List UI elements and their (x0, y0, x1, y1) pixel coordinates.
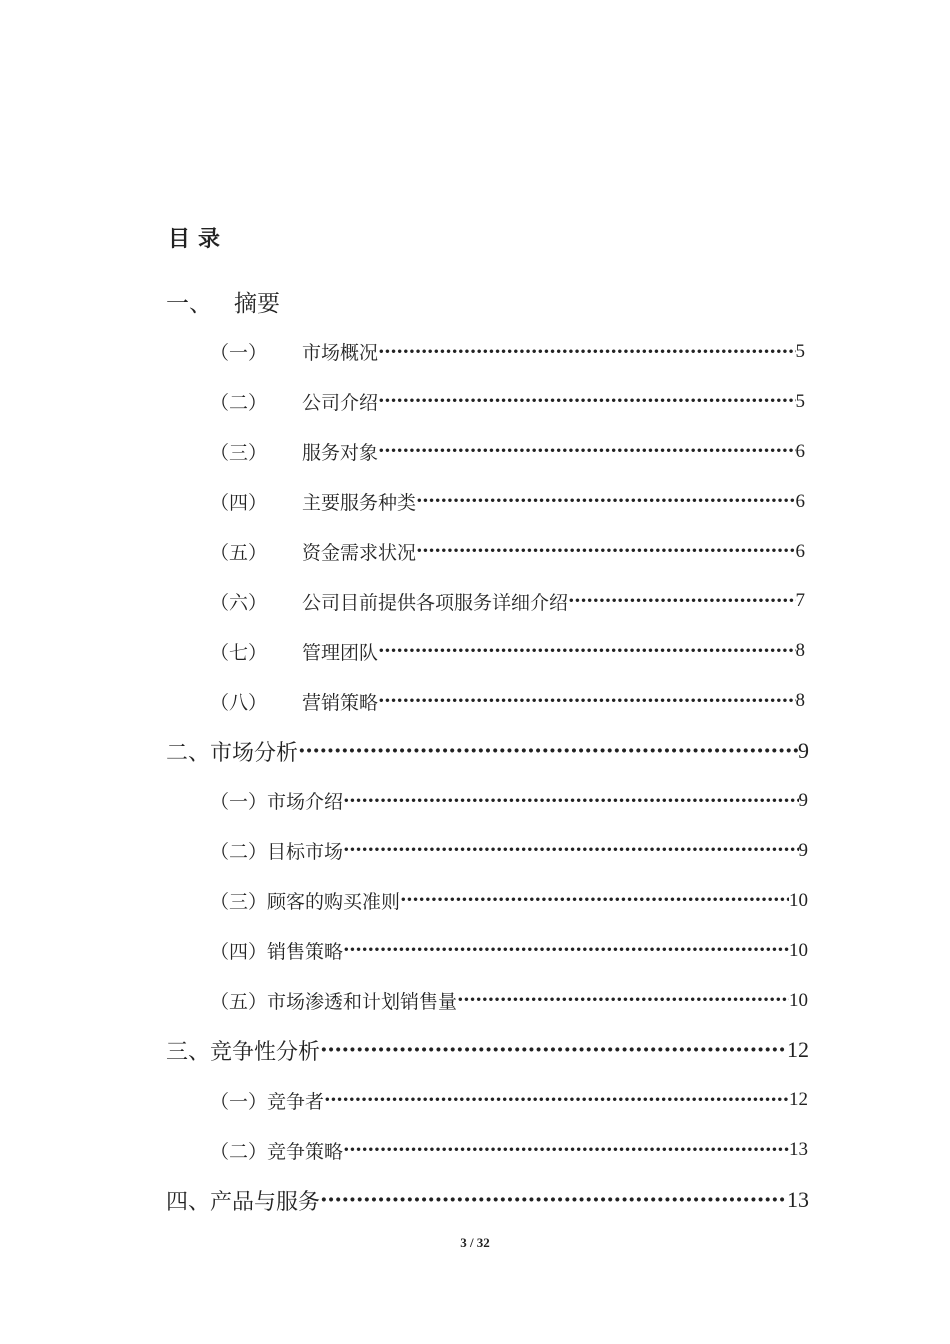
toc-entry-page: 9 (798, 839, 808, 861)
toc-entry-title (210, 538, 416, 565)
toc-entry-page: 6 (795, 440, 805, 462)
toc-entry-number: （六） (210, 591, 268, 614)
toc-entry-title (166, 1185, 320, 1216)
toc-entry-page: 7 (795, 590, 805, 612)
toc-entry-title (210, 488, 416, 515)
toc-entry-page: 12 (789, 1089, 808, 1111)
toc-entry[interactable] (0, 327, 950, 377)
heading-number: 一、 (166, 291, 212, 317)
toc-entry-number: （三） (210, 891, 268, 914)
toc-entry-page: 13 (789, 1139, 808, 1161)
toc-entry-number: （一） (210, 1090, 268, 1113)
dot-leader (378, 390, 795, 413)
toc-entry-title (210, 837, 343, 864)
toc-entry-number: （五） (210, 991, 268, 1014)
toc-entry[interactable] (0, 676, 950, 726)
dot-leader (378, 341, 795, 364)
toc-entry-title (210, 638, 378, 665)
toc-entry-page: 9 (798, 789, 808, 811)
toc-list (0, 327, 950, 1225)
dot-leader (457, 989, 789, 1012)
page-indicator: 3 / 32 (460, 1235, 490, 1250)
dot-leader (324, 1089, 789, 1112)
toc-entry-label: 市场分析 (210, 740, 299, 766)
toc-entry-number: （一） (210, 342, 268, 365)
toc-title-char: 录 (198, 226, 221, 252)
toc-entry-title (166, 736, 298, 767)
toc-entry-label: 销售策略 (267, 941, 344, 964)
toc-entry-label: 服务对象 (302, 442, 379, 465)
toc-entry-label: 资金需求状况 (302, 542, 417, 564)
toc-entry-label: 产品与服务 (210, 1189, 321, 1215)
toc-entry-page: 10 (789, 989, 808, 1011)
toc-entry-number: （二） (210, 1140, 268, 1163)
dot-leader (378, 690, 795, 713)
dot-leader (378, 640, 795, 663)
toc-entry[interactable] (0, 576, 950, 626)
toc-entry-label: 管理团队 (302, 641, 379, 664)
toc-entry[interactable] (0, 527, 950, 577)
dot-leader (343, 1139, 789, 1162)
toc-entry-number: （五） (210, 542, 268, 564)
toc-entry-page: 12 (787, 1037, 809, 1063)
toc-entry-page: 5 (795, 340, 805, 362)
toc-entry-page: 5 (795, 390, 805, 412)
toc-entry[interactable] (0, 1175, 950, 1225)
toc-entry[interactable] (0, 876, 950, 926)
toc-entry-number: 四、 (166, 1189, 211, 1215)
toc-entry-label: 竞争性分析 (210, 1039, 321, 1065)
dot-leader (320, 1187, 787, 1213)
toc-entry[interactable] (0, 1075, 950, 1125)
toc-entry-number: （三） (210, 442, 268, 465)
toc-entry-title (210, 1087, 324, 1114)
toc-entry-number: （七） (210, 641, 268, 664)
toc-entry-title (210, 1137, 343, 1164)
toc-entry-title (210, 338, 378, 365)
toc-entry[interactable] (0, 926, 950, 976)
toc-entry-label: 顾客的购买准则 (267, 891, 401, 914)
toc-entry-label: 市场渗透和计划销售量 (267, 991, 458, 1014)
toc-entry-title (166, 1035, 320, 1066)
toc-entry[interactable] (0, 377, 950, 427)
toc-entry[interactable] (0, 427, 950, 477)
toc-entry-page: 13 (787, 1187, 809, 1213)
toc-heading-summary (166, 285, 280, 318)
dot-leader (343, 790, 798, 813)
toc-entry-title (210, 887, 400, 914)
toc-entry-number: （二） (210, 841, 268, 864)
toc-entry-number: （四） (210, 941, 268, 964)
dot-leader (343, 939, 789, 962)
toc-entry-number: （二） (210, 392, 268, 415)
toc-entry-number: 二、 (166, 740, 211, 766)
toc-title (168, 222, 220, 253)
toc-entry[interactable] (0, 826, 950, 876)
toc-entry[interactable] (0, 626, 950, 676)
dot-leader (400, 889, 789, 912)
toc-entry-label: 目标市场 (267, 841, 344, 864)
toc-entry[interactable] (0, 1025, 950, 1075)
toc-title-char: 目 (168, 226, 191, 252)
toc-entry-number: （一） (210, 791, 268, 814)
toc-entry-number: 三、 (166, 1039, 211, 1065)
toc-entry-label: 市场介绍 (267, 791, 344, 814)
heading-label: 摘要 (234, 291, 280, 317)
toc-entry[interactable] (0, 726, 950, 776)
toc-entry-page: 10 (789, 889, 808, 911)
toc-entry-title (210, 588, 568, 615)
toc-entry-page: 8 (795, 640, 805, 662)
toc-entry-page: 10 (789, 939, 808, 961)
toc-entry-label: 主要服务种类 (302, 492, 417, 515)
toc-entry-page: 9 (798, 738, 809, 764)
toc-entry-title (210, 987, 457, 1014)
toc-entry-label: 市场概况 (302, 342, 379, 365)
dot-leader (416, 540, 795, 563)
toc-entry-label: 竞争策略 (267, 1140, 344, 1163)
toc-entry-title (210, 787, 343, 814)
dot-leader (568, 590, 795, 613)
toc-entry-title (210, 388, 378, 415)
toc-entry-title (210, 688, 378, 715)
toc-entry[interactable] (0, 776, 950, 826)
toc-entry-label: 公司目前提供各项服务详细介绍 (302, 591, 569, 614)
dot-leader (378, 440, 795, 463)
toc-entry-label: 竞争者 (267, 1090, 325, 1113)
toc-entry-title (210, 937, 343, 964)
dot-leader (298, 738, 798, 764)
toc-entry-page: 6 (795, 490, 805, 512)
dot-leader (320, 1037, 787, 1063)
toc-entry-number: （八） (210, 691, 268, 714)
dot-leader (416, 490, 795, 513)
toc-entry-number: （四） (210, 492, 268, 515)
toc-entry-label: 营销策略 (302, 691, 379, 714)
toc-entry[interactable] (0, 1125, 950, 1175)
toc-entry-page: 6 (795, 540, 805, 562)
toc-entry[interactable] (0, 976, 950, 1026)
toc-entry-label: 公司介绍 (302, 392, 379, 415)
toc-entry-page: 8 (795, 690, 805, 712)
toc-entry[interactable] (0, 477, 950, 527)
toc-entry-title (210, 438, 378, 465)
dot-leader (343, 839, 798, 862)
